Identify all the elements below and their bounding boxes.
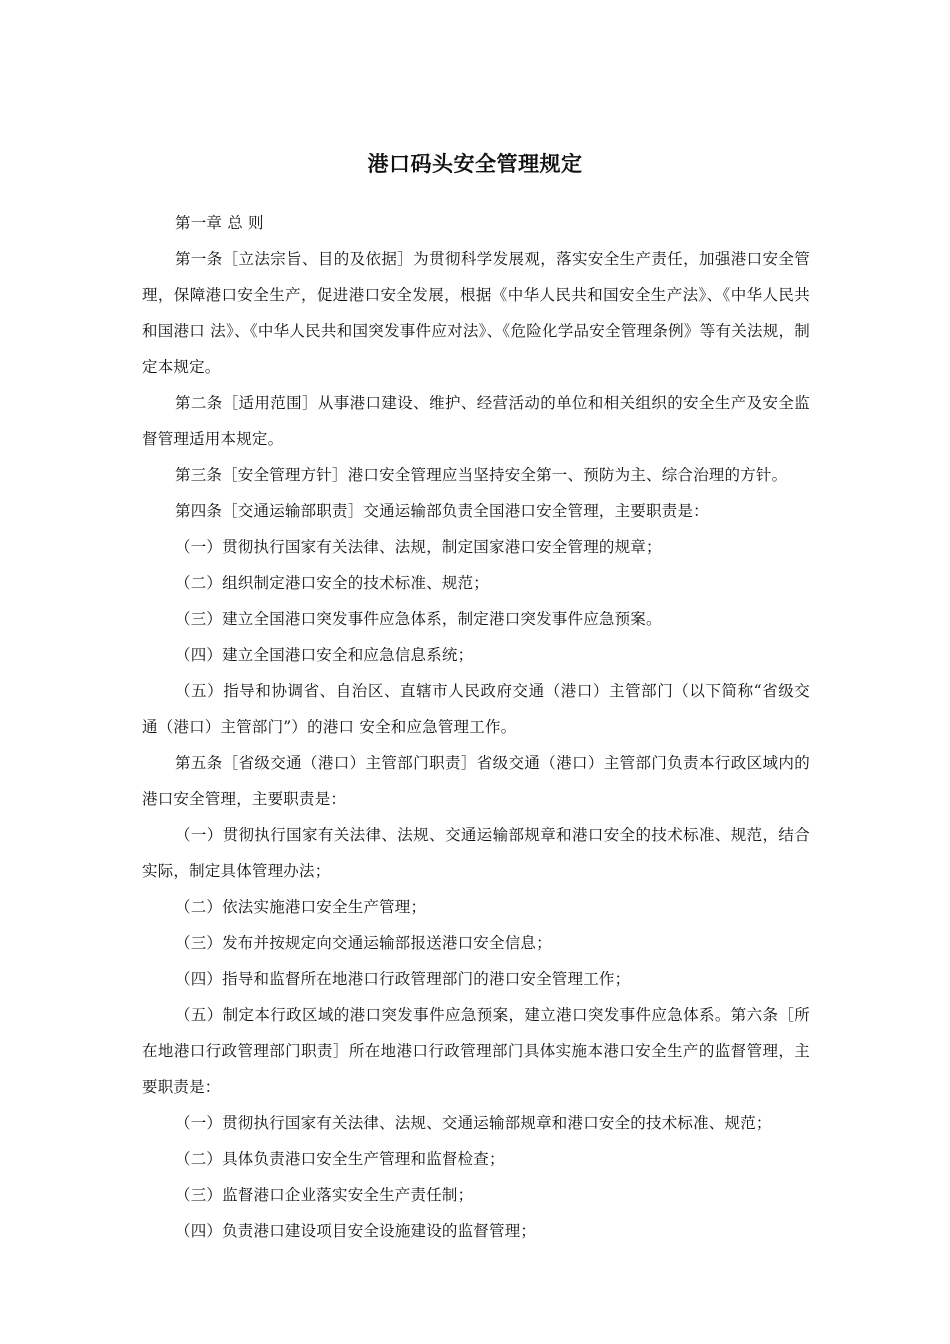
article-2: 第二条［适用范围］从事港口建设、维护、经营活动的单位和相关组织的安全生产及安全监督管理适用本规定。 [142, 394, 810, 448]
article-4-item-5: （五）指导和协调省、自治区、直辖市人民政府交通（港口）主管部门（以下简称“省级交通（港口）主管部门”）的港口 安全和应急管理工作。 [142, 682, 810, 736]
document-body [142, 205, 810, 1249]
article-5-item-3: （三）发布并按规定向交通运输部报送港口安全信息； [175, 934, 552, 952]
article-4-item-1: （一）贯彻执行国家有关法律、法规，制定国家港口安全管理的规章； [175, 538, 662, 556]
article-3: 第三条［安全管理方针］港口安全管理应当坚持安全第一、预防为主、综合治理的方针。 [175, 466, 788, 484]
article-6-item-3: （三）监督港口企业落实安全生产责任制； [175, 1186, 474, 1204]
article-5-item-2: （二）依法实施港口安全生产管理； [175, 898, 427, 916]
article-6-item-2: （二）具体负责港口安全生产管理和监督检查； [175, 1150, 505, 1168]
article-5-item-1: （一）贯彻执行国家有关法律、法规、交通运输部规章和港口安全的技术标准、规范，结合实际，制定具体管理办法； [142, 826, 810, 880]
article-5: 第五条［省级交通（港口）主管部门职责］省级交通（港口）主管部门负责本行政区域内的港口安全管理，主要职责是： [142, 754, 810, 808]
document-title: 港口码头安全管理规定 [367, 152, 583, 176]
article-5-item-5-and-article-6: （五）制定本行政区域的港口突发事件应急预案，建立港口突发事件应急体系。第六条［所在地港口行政管理部门职责］所在地港口行政管理部门具体实施本港口安全生产的监督管理，主要职责是： [142, 1006, 810, 1096]
article-6-item-1: （一）贯彻执行国家有关法律、法规、交通运输部规章和港口安全的技术标准、规范； [175, 1114, 772, 1132]
article-4-item-2: （二）组织制定港口安全的技术标准、规范； [175, 574, 490, 592]
article-6-item-4: （四）负责港口建设项目安全设施建设的监督管理； [175, 1222, 537, 1240]
article-4: 第四条［交通运输部职责］交通运输部负责全国港口安全管理，主要职责是： [175, 502, 709, 520]
article-5-item-4: （四）指导和监督所在地港口行政管理部门的港口安全管理工作； [175, 970, 631, 988]
article-1: 第一条［立法宗旨、目的及依据］为贯彻科学发展观，落实安全生产责任，加强港口安全管理，保障港口安全生产，促进港口安全发展，根据《中华人民共和国安全生产法》、《中华人民共和国港口 法》、《中华人民共和国突发事件应对法》、《危险化学品安全管理条例》等有关法规，制定本规定。 [142, 250, 810, 376]
article-4-item-4: （四）建立全国港口安全和应急信息系统； [175, 646, 474, 664]
article-4-item-3: （三）建立全国港口突发事件应急体系，制定港口突发事件应急预案。 [175, 610, 662, 628]
chapter-heading: 第一章 总 则 [175, 214, 264, 232]
